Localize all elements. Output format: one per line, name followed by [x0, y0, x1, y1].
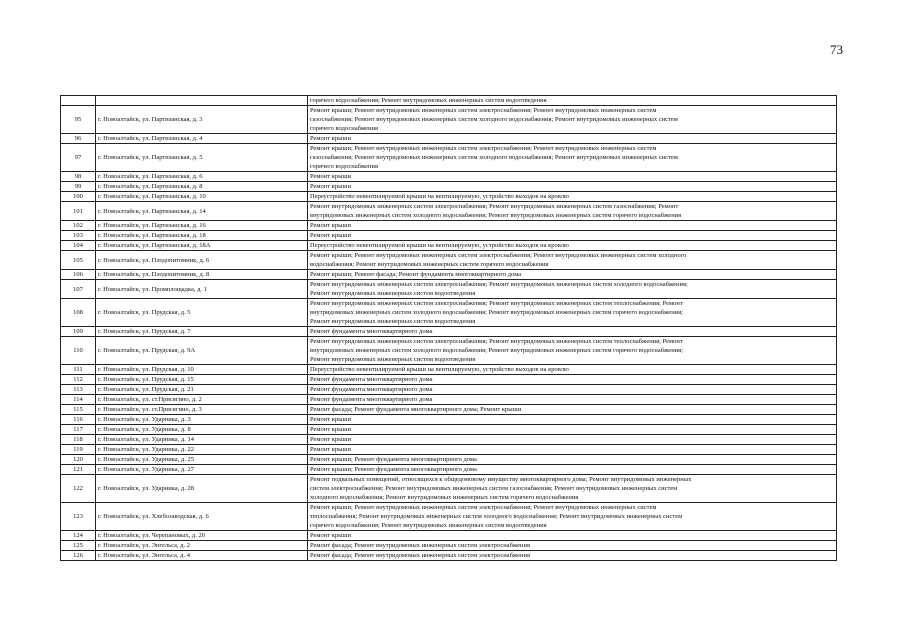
work-types-cell	[308, 375, 837, 385]
work-line: Ремонт крыши	[310, 446, 351, 453]
address-cell: г. Новоалтайск, ул. Прудская, д. 5	[96, 299, 308, 327]
work-line: Ремонт фасада; Ремонт внутридомовых инженерных систем электроснабжения	[310, 542, 530, 549]
work-types-cell	[308, 503, 837, 531]
table-row	[61, 202, 837, 221]
table-row	[61, 192, 837, 202]
table-row	[61, 415, 837, 425]
row-number-cell: 126	[61, 551, 96, 561]
work-line: Ремонт крыши	[310, 436, 351, 443]
row-number-cell: 109	[61, 327, 96, 337]
table-row	[61, 182, 837, 192]
table-row	[61, 299, 837, 327]
work-types-cell	[308, 270, 837, 280]
row-number-cell: 125	[61, 541, 96, 551]
address-cell: г. Новоалтайск, ул. Прудская, д. 21	[96, 385, 308, 395]
row-number-cell: 113	[61, 385, 96, 395]
work-types-cell	[308, 327, 837, 337]
row-number-cell: 100	[61, 192, 96, 202]
work-line: Ремонт крыши; Ремонт фундамента многоквартирного дома	[310, 456, 477, 463]
row-number-cell	[61, 96, 96, 106]
address-cell: г. Новоалтайск, ул. Промплощадка, д. 1	[96, 280, 308, 299]
row-number-cell: 124	[61, 531, 96, 541]
row-number-cell: 122	[61, 475, 96, 503]
work-line: горячего водоснабжения; Ремонт внутридомовых инженерных систем водоотведения	[310, 97, 547, 104]
table-row	[61, 531, 837, 541]
work-line: Ремонт крыши	[310, 183, 351, 190]
work-types-cell	[308, 144, 837, 172]
address-cell: г. Новоалтайск, ул. Прудская, д. 10	[96, 365, 308, 375]
work-types-cell	[308, 192, 837, 202]
work-line: Ремонт подвальных помещений, относящихся к общедомовому имуществу многоквартирного дома; Ремонт внутридомовых инженерных	[310, 476, 692, 483]
table-row	[61, 365, 837, 375]
row-number-cell: 115	[61, 405, 96, 415]
work-line: Ремонт крыши; Ремонт фундамента многоквартирного дома	[310, 466, 477, 473]
table-row	[61, 144, 837, 172]
work-line: газоснабжения; Ремонт внутридомовых инженерных систем холодного водоснабжения; Ремонт внутридомовых инженерных систем	[310, 154, 678, 161]
work-line: Ремонт фасада; Ремонт внутридомовых инженерных систем электроснабжения	[310, 552, 530, 559]
address-cell: г. Новоалтайск, ул. Партизанская, д. 16	[96, 221, 308, 231]
address-cell: г. Новоалтайск, ул. Хлебозаводская, д. 6	[96, 503, 308, 531]
row-number-cell: 99	[61, 182, 96, 192]
work-line: Переустройство невентилируемой крыши на вентилируемую, устройство выходов на кровлю	[310, 366, 569, 373]
work-line: Ремонт крыши	[310, 426, 351, 433]
address-cell: г. Новоалтайск, ул. Ударника, д. 25	[96, 455, 308, 465]
address-cell: г. Новоалтайск, ул. Черепановых, д. 20	[96, 531, 308, 541]
work-types-cell	[308, 475, 837, 503]
page-number: 73	[830, 42, 843, 57]
work-line: Ремонт крыши	[310, 135, 351, 142]
address-cell: г. Новоалтайск, ул. Прудская, д. 7	[96, 327, 308, 337]
row-number-cell: 112	[61, 375, 96, 385]
work-line: Ремонт внутридомовых инженерных систем водоотведения	[310, 290, 476, 297]
row-number-cell: 119	[61, 445, 96, 455]
work-line: Ремонт внутридомовых инженерных систем водоотведения	[310, 356, 476, 363]
work-types-cell	[308, 251, 837, 270]
work-types-cell	[308, 172, 837, 182]
address-cell: г. Новоалтайск, ул. ст.Присягино, д. 3	[96, 405, 308, 415]
table-row	[61, 455, 837, 465]
table-row	[61, 405, 837, 415]
table-row	[61, 134, 837, 144]
address-cell: г. Новоалтайск, ул. Партизанская, д. 6	[96, 172, 308, 182]
work-line: Ремонт крыши	[310, 532, 351, 539]
row-number-cell: 118	[61, 435, 96, 445]
work-types-cell	[308, 337, 837, 365]
row-number-cell: 101	[61, 202, 96, 221]
table-row	[61, 375, 837, 385]
work-types-cell	[308, 425, 837, 435]
work-line: Ремонт фундамента многоквартирного дома	[310, 386, 433, 393]
address-cell: г. Новоалтайск, ул. Ударника, д. 27	[96, 465, 308, 475]
work-line: Ремонт внутридомовых инженерных систем электроснабжения; Ремонт внутридомовых инженерных систем теплоснабжения; Ремонт	[310, 300, 683, 307]
table-row	[61, 270, 837, 280]
row-number-cell: 123	[61, 503, 96, 531]
table-row	[61, 385, 837, 395]
repair-register-table	[60, 95, 837, 561]
address-cell: г. Новоалтайск, ул. Ударника, д. 14	[96, 435, 308, 445]
table-row	[61, 106, 837, 134]
table-row	[61, 551, 837, 561]
address-cell: г. Новоалтайск, ул. Ударника, д. 3	[96, 415, 308, 425]
row-number-cell: 97	[61, 144, 96, 172]
row-number-cell: 108	[61, 299, 96, 327]
work-line: Ремонт крыши; Ремонт внутридомовых инженерных систем электроснабжения; Ремонт внутридомовых инженерных систем холодного	[310, 252, 687, 259]
address-cell: г. Новоалтайск, ул. Партизанская, д. 5	[96, 144, 308, 172]
table-row	[61, 475, 837, 503]
work-types-cell	[308, 551, 837, 561]
table-row	[61, 327, 837, 337]
work-line: Ремонт внутридомовых инженерных систем электроснабжения; Ремонт внутридомовых инженерных систем газоснабжения; Ремонт	[310, 203, 679, 210]
table-row	[61, 241, 837, 251]
row-number-cell: 95	[61, 106, 96, 134]
address-cell: г. Новоалтайск, ул. Партизанская, д. 10	[96, 192, 308, 202]
row-number-cell: 121	[61, 465, 96, 475]
work-types-cell	[308, 299, 837, 327]
address-cell: г. Новоалтайск, ул. Партизанская, д. 18	[96, 231, 308, 241]
work-types-cell	[308, 202, 837, 221]
work-line: горячего водоснабжения; Ремонт внутридомовых инженерных систем водоотведения	[310, 522, 547, 529]
work-types-cell	[308, 231, 837, 241]
row-number-cell: 110	[61, 337, 96, 365]
row-number-cell: 117	[61, 425, 96, 435]
address-cell: г. Новоалтайск, ул. Ударника, д. 22	[96, 445, 308, 455]
work-types-cell	[308, 365, 837, 375]
address-cell: г. Новоалтайск, ул. Партизанская, д. 18А	[96, 241, 308, 251]
table-row	[61, 280, 837, 299]
work-line: Ремонт крыши; Ремонт внутридомовых инженерных систем электроснабжения; Ремонт внутридомовых инженерных систем	[310, 107, 657, 114]
row-number-cell: 114	[61, 395, 96, 405]
work-line: водоснабжения; Ремонт внутридомовых инженерных систем горячего водоснабжения	[310, 261, 549, 268]
table-row	[61, 221, 837, 231]
address-cell: г. Новоалтайск, ул. Партизанская, д. 3	[96, 106, 308, 134]
work-line: Переустройство невентилируемой крыши на вентилируемую, устройство выходов на кровлю	[310, 193, 569, 200]
work-types-cell	[308, 531, 837, 541]
work-types-cell	[308, 134, 837, 144]
work-types-cell	[308, 106, 837, 134]
table-row	[61, 231, 837, 241]
row-number-cell: 111	[61, 365, 96, 375]
work-types-cell	[308, 465, 837, 475]
row-number-cell: 107	[61, 280, 96, 299]
work-line: Ремонт крыши; Ремонт фасада; Ремонт фундамента многоквартирного дома	[310, 271, 522, 278]
work-line: Ремонт крыши	[310, 232, 351, 239]
work-types-cell	[308, 541, 837, 551]
table-row	[61, 465, 837, 475]
row-number-cell: 116	[61, 415, 96, 425]
work-line: Ремонт внутридомовых инженерных систем водоотведения	[310, 318, 476, 325]
table-row	[61, 96, 837, 106]
work-line: систем электроснабжения; Ремонт внутридомовых инженерных систем газоснабжения; Ремонт внутридомовых инженерных систем	[310, 485, 678, 492]
work-line: Ремонт внутридомовых инженерных систем электроснабжения; Ремонт внутридомовых инженерных систем теплоснабжения; Ремонт	[310, 338, 683, 345]
work-types-cell	[308, 435, 837, 445]
address-cell: г. Новоалтайск, ул. Ударника, д. 28	[96, 475, 308, 503]
work-types-cell	[308, 96, 837, 106]
address-cell: г. Новоалтайск, ул. Партизанская, д. 4	[96, 134, 308, 144]
work-line: теплоснабжения; Ремонт внутридомовых инженерных систем холодного водоснабжения; Ремонт внутридомовых инженерных систем	[310, 513, 683, 520]
work-line: холодного водоснабжения; Ремонт внутридомовых инженерных систем горячего водоснабжения	[310, 494, 579, 501]
work-line: Ремонт крыши; Ремонт внутридомовых инженерных систем электроснабжения; Ремонт внутридомовых инженерных систем	[310, 145, 657, 152]
table-row	[61, 503, 837, 531]
work-types-cell	[308, 395, 837, 405]
row-number-cell: 120	[61, 455, 96, 465]
work-types-cell	[308, 445, 837, 455]
work-types-cell	[308, 415, 837, 425]
work-line: горячего водоснабжения	[310, 163, 378, 170]
work-types-cell	[308, 280, 837, 299]
address-cell: г. Новоалтайск, ул. Энгельса, д. 2	[96, 541, 308, 551]
address-cell	[96, 96, 308, 106]
address-cell: г. Новоалтайск, ул. Плодопитомник, д. 6	[96, 251, 308, 270]
work-line: газоснабжения; Ремонт внутридомовых инженерных систем холодного водоснабжения; Ремонт внутридомовых инженерных систем	[310, 116, 678, 123]
address-cell: г. Новоалтайск, ул. Партизанская, д. 8	[96, 182, 308, 192]
work-line: Ремонт фундамента многоквартирного дома	[310, 376, 433, 383]
table-row	[61, 172, 837, 182]
work-line: Переустройство невентилируемой крыши на вентилируемую, устройство выходов на кровлю	[310, 242, 569, 249]
table-row	[61, 425, 837, 435]
table-row	[61, 395, 837, 405]
table-row	[61, 445, 837, 455]
work-line: Ремонт фундамента многоквартирного дома	[310, 328, 433, 335]
table-body	[61, 96, 837, 561]
row-number-cell: 105	[61, 251, 96, 270]
table-row	[61, 251, 837, 270]
work-line: внутридомовых инженерных систем холодного водоснабжения; Ремонт внутридомовых инженерных систем горячего водоснабжения;	[310, 309, 683, 316]
work-types-cell	[308, 241, 837, 251]
work-line: Ремонт фасада; Ремонт фундамента многоквартирного дома; Ремонт крыши	[310, 406, 522, 413]
work-types-cell	[308, 182, 837, 192]
row-number-cell: 104	[61, 241, 96, 251]
work-line: Ремонт крыши; Ремонт внутридомовых инженерных систем электроснабжения; Ремонт внутридомовых инженерных систем	[310, 504, 657, 511]
work-line: горячего водоснабжения	[310, 125, 378, 132]
row-number-cell: 106	[61, 270, 96, 280]
address-cell: г. Новоалтайск, ул. Ударника, д. 8	[96, 425, 308, 435]
work-types-cell	[308, 455, 837, 465]
row-number-cell: 98	[61, 172, 96, 182]
work-line: Ремонт крыши	[310, 222, 351, 229]
address-cell: г. Новоалтайск, ул. Плодопитомник, д. 8	[96, 270, 308, 280]
row-number-cell: 103	[61, 231, 96, 241]
address-cell: г. Новоалтайск, ул. Партизанская, д. 14	[96, 202, 308, 221]
work-types-cell	[308, 221, 837, 231]
row-number-cell: 96	[61, 134, 96, 144]
work-line: Ремонт крыши	[310, 173, 351, 180]
work-types-cell	[308, 405, 837, 415]
work-line: внутридомовых инженерных систем холодного водоснабжения; Ремонт внутридомовых инженерных систем горячего водоснабжения;	[310, 347, 683, 354]
address-cell: г. Новоалтайск, ул. Прудская, д. 9А	[96, 337, 308, 365]
work-line: Ремонт внутридомовых инженерных систем электроснабжения; Ремонт внутридомовых инженерных систем холодного водоснабжения;	[310, 281, 688, 288]
table-row	[61, 541, 837, 551]
work-line: Ремонт фундамента многоквартирного дома	[310, 396, 433, 403]
address-cell: г. Новоалтайск, ул. Энгельса, д. 4	[96, 551, 308, 561]
work-line: Ремонт крыши	[310, 416, 351, 423]
address-cell: г. Новоалтайск, ул. ст.Присягино, д. 2	[96, 395, 308, 405]
row-number-cell: 102	[61, 221, 96, 231]
table-row	[61, 435, 837, 445]
table-row	[61, 337, 837, 365]
work-line: внутридомовых инженерных систем холодного водоснабжения; Ремонт внутридомовых инженерных систем горячего водоснабжения	[310, 212, 682, 219]
address-cell: г. Новоалтайск, ул. Прудская, д. 15	[96, 375, 308, 385]
work-types-cell	[308, 385, 837, 395]
